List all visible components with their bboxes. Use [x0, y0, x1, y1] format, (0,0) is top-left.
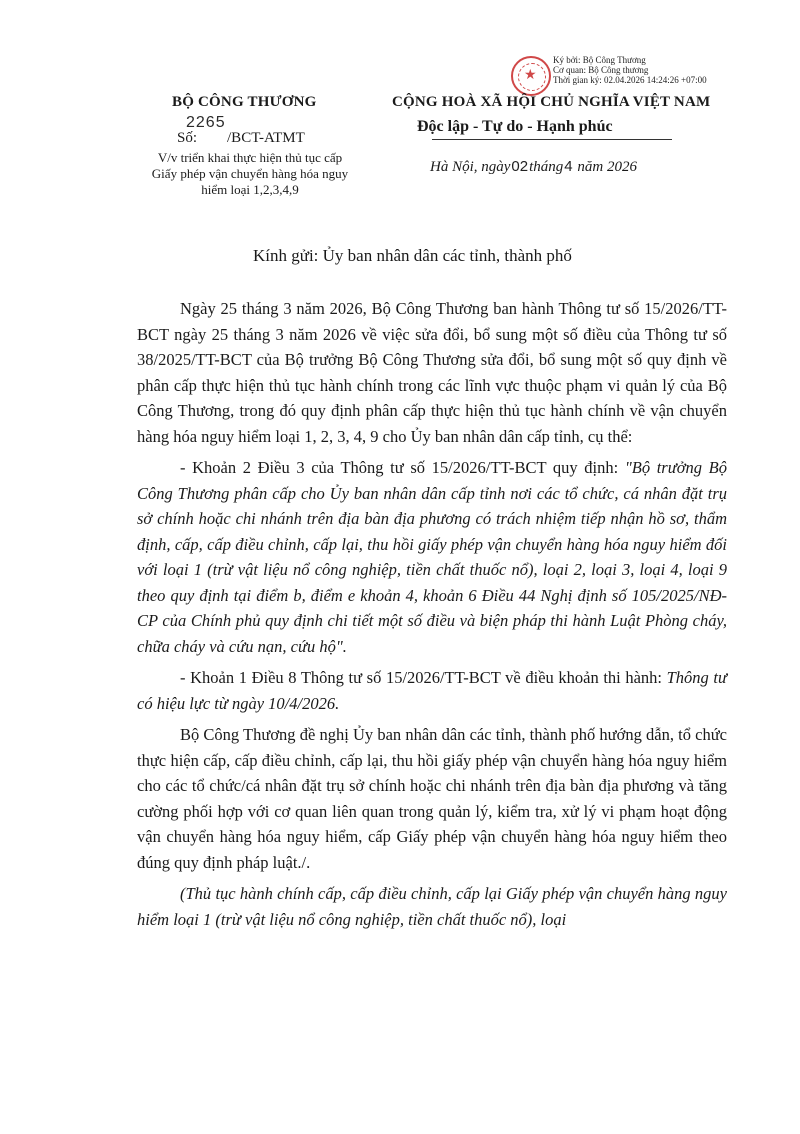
place-and-date	[430, 158, 637, 176]
date-year: năm 2026	[577, 159, 637, 175]
paragraph-2-quote: "Bộ trưởng Bộ Công Thương phân cấp cho Ủy ban nhân dân cấp tỉnh nơi các tổ chức, cá nhân đặt trụ sở chính hoặc chi nhánh trên địa bàn địa phương có trách nhiệm tiếp nhận hồ sơ, thẩm định, cấp, cấp điều chỉnh, cấp lại, thu hồi giấy phép vận chuyển hàng hóa nguy hiểm đối với loại 1 (trừ vật liệu nổ công nghiệp, tiền chất thuốc nổ), loại 2, loại 3, loại 4, loại 9 theo quy định tại điểm b, điểm e khoản 4, khoản 6 Điều 44 Nghị định số 105/2025/NĐ-CP của Chính phủ quy định chi tiết một số điều và biện pháp thi hành Luật Phòng cháy, chữa cháy và cứu nạn, cứu hộ".	[137, 458, 727, 656]
document-number-suffix: /BCT-ATMT	[227, 130, 305, 146]
date-month-label: tháng	[529, 159, 564, 175]
document-number	[177, 130, 305, 147]
date-month: 4	[564, 158, 573, 175]
date-day: 02	[511, 158, 529, 175]
body-paragraph-4: Bộ Công Thương đề nghị Ủy ban nhân dân các tỉnh, thành phố hướng dẫn, tổ chức thực hiện cấp, cấp điều chỉnh, cấp lại, thu hồi giấy phép vận chuyển hàng hóa nguy hiểm cho các tổ chức/cá nhân đặt trụ sở chính hoặc chi nhánh trên địa bàn địa phương và tăng cường phối hợp với cơ quan liên quan trong quản lý, kiểm tra, xử lý vi phạm hoạt động vận chuyển hàng hóa nguy hiểm, cấp Giấy phép vận chuyển hàng hóa nguy hiểm theo đúng quy định pháp luật./.	[137, 725, 727, 872]
date-place: Hà Nội, ngày	[430, 159, 511, 175]
signature-time: Thời gian ký: 02.04.2026 14:24:26 +07:00	[553, 75, 707, 85]
paragraph-2-lead: - Khoản 2 Điều 3 của Thông tư số 15/2026/TT-BCT quy định:	[180, 458, 625, 477]
signature-signer: Ký bởi: Bộ Công Thương	[553, 55, 646, 65]
body-paragraph-5: (Thủ tục hành chính cấp, cấp điều chỉnh, cấp lại Giấy phép vận chuyển hàng nguy hiểm loại 1 (trừ vật liệu nổ công nghiệp, tiền chất thuốc nổ), loại	[137, 884, 727, 929]
ministry-name: BỘ CÔNG THƯƠNG	[172, 94, 317, 110]
body-paragraph-1: Ngày 25 tháng 3 năm 2026, Bộ Công Thương ban hành Thông tư số 15/2026/TT-BCT ngày 25 tháng 3 năm 2026 về việc sửa đổi, bổ sung một số điều của Thông tư số 38/2025/TT-BCT của Bộ trưởng Bộ Công Thương sửa đổi, bổ sung một số quy định về phân cấp thực hiện thủ tục hành chính trong các lĩnh vực thuộc phạm vi quản lý của Bộ Công Thương, trong đó quy định phân cấp thực hiện thủ tục hành chính về vận chuyển hàng hóa nguy hiểm loại 1, 2, 3, 4, 9 cho Ủy ban nhân dân cấp tỉnh, cụ thể:	[137, 299, 727, 446]
motto-underline	[432, 139, 672, 140]
body-paragraph-2	[137, 455, 727, 659]
national-motto: Độc lập - Tự do - Hạnh phúc	[417, 118, 613, 135]
body-paragraph-3	[137, 665, 727, 716]
national-title: CỘNG HOÀ XÃ HỘI CHỦ NGHĨA VIỆT NAM	[392, 94, 711, 110]
document-number-prefix: Số:	[177, 130, 198, 146]
handwritten-document-number: 2265	[186, 114, 226, 131]
official-seal-icon	[511, 56, 551, 96]
salutation: Kính gửi: Ủy ban nhân dân các tỉnh, thành phố	[253, 246, 572, 265]
paragraph-3-lead: - Khoản 1 Điều 8 Thông tư số 15/2026/TT-BCT về điều khoản thi hành:	[180, 668, 667, 687]
document-subject: V/v triển khai thực hiện thủ tục cấp Giấy phép vận chuyển hàng hóa nguy hiểm loại 1,2,3,4,9	[151, 150, 349, 197]
digital-signature-info	[553, 55, 707, 85]
letter-body	[137, 296, 727, 938]
paragraph-3-quote: Thông tư có hiệu lực từ ngày 10/4/2026.	[137, 668, 727, 713]
signature-agency: Cơ quan: Bộ Công thương	[553, 65, 649, 75]
